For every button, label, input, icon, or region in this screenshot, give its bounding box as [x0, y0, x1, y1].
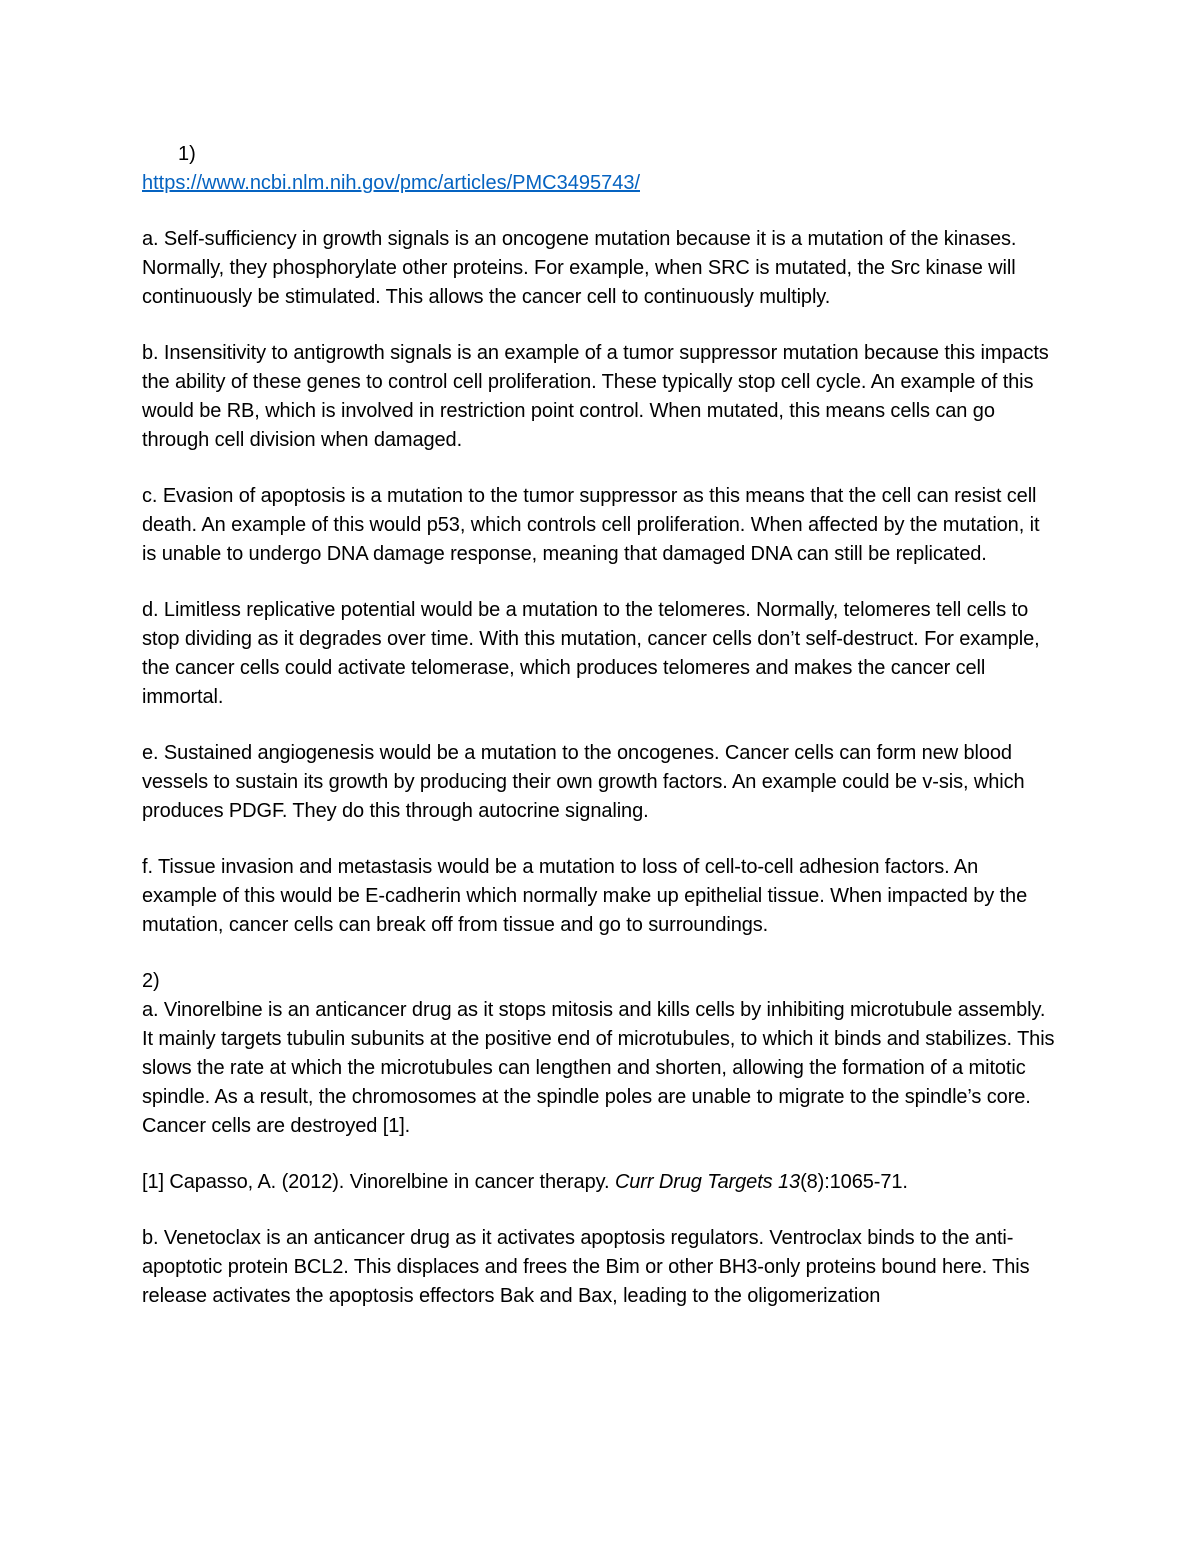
- reference-suffix: (8):1065-71.: [800, 1171, 908, 1193]
- answer-1c: c. Evasion of apoptosis is a mutation to the tumor suppressor as this means that the cell can resist cell death. An example of this would p53, which controls cell proliferation. When affected by the mutation, it is unable to undergo DNA damage response, meaning that damaged DNA can still be replicated.: [142, 485, 1040, 565]
- question-2-number: 2): [142, 970, 160, 992]
- answer-1e: e. Sustained angiogenesis would be a mutation to the oncogenes. Cancer cells can form new blood vessels to sustain its growth by producing their own growth factors. An example could be v-sis, which produces PDGF. They do this through autocrine signaling.: [142, 742, 1025, 822]
- reference-journal: Curr Drug Targets 13: [614, 1171, 801, 1193]
- source-link[interactable]: https://www.ncbi.nlm.nih.gov/pmc/articles/PMC3495743/: [142, 172, 640, 194]
- answer-2a: a. Vinorelbine is an anticancer drug as it stops mitosis and kills cells by inhibiting microtubule assembly. It mainly targets tubulin subunits at the positive end of microtubules, to which it binds and stabilizes. This slows the rate at which the microtubules can lengthen and shorten, allowing the formation of a mitotic spindle. As a result, the chromosomes at the spindle poles are unable to migrate to the spindle’s core. Cancer cells are destroyed [1].: [142, 999, 1055, 1137]
- answer-1d: d. Limitless replicative potential would be a mutation to the telomeres. Normally, telomeres tell cells to stop dividing as it degrades over time. With this mutation, cancer cells don’t self-destruct. For example, the cancer cells could activate telomerase, which produces telomeres and makes the cancer cell immortal.: [142, 599, 1040, 708]
- reference-1: [142, 1168, 1057, 1197]
- reference-prefix: [1] Capasso, A. (2012). Vinorelbine in cancer therapy.: [142, 1171, 615, 1193]
- answer-2b: b. Venetoclax is an anticancer drug as it activates apoptosis regulators. Ventroclax binds to the anti-apoptotic protein BCL2. This displaces and frees the Bim or other BH3-only proteins bound here. This release activates the apoptosis effectors Bak and Bax, leading to the oligomerization: [142, 1227, 1030, 1307]
- document-page: [142, 140, 1057, 1338]
- answer-1a: a. Self-sufficiency in growth signals is an oncogene mutation because it is a mutation of the kinases. Normally, they phosphorylate other proteins. For example, when SRC is mutated, the Src kinase will continuously be stimulated. This allows the cancer cell to continuously multiply.: [142, 228, 1017, 308]
- question-1-number: 1): [178, 143, 196, 165]
- spacer: [142, 198, 1057, 225]
- answer-1f: f. Tissue invasion and metastasis would be a mutation to loss of cell-to-cell adhesion factors. An example of this would be E-cadherin which normally make up epithelial tissue. When impacted by the mutation, cancer cells can break off from tissue and go to surroundings.: [142, 856, 1028, 936]
- answer-1b: b. Insensitivity to antigrowth signals is an example of a tumor suppressor mutation because this impacts the ability of these genes to control cell proliferation. These typically stop cell cycle. An example of this would be RB, which is involved in restriction point control. When mutated, this means cells can go through cell division when damaged.: [142, 342, 1049, 451]
